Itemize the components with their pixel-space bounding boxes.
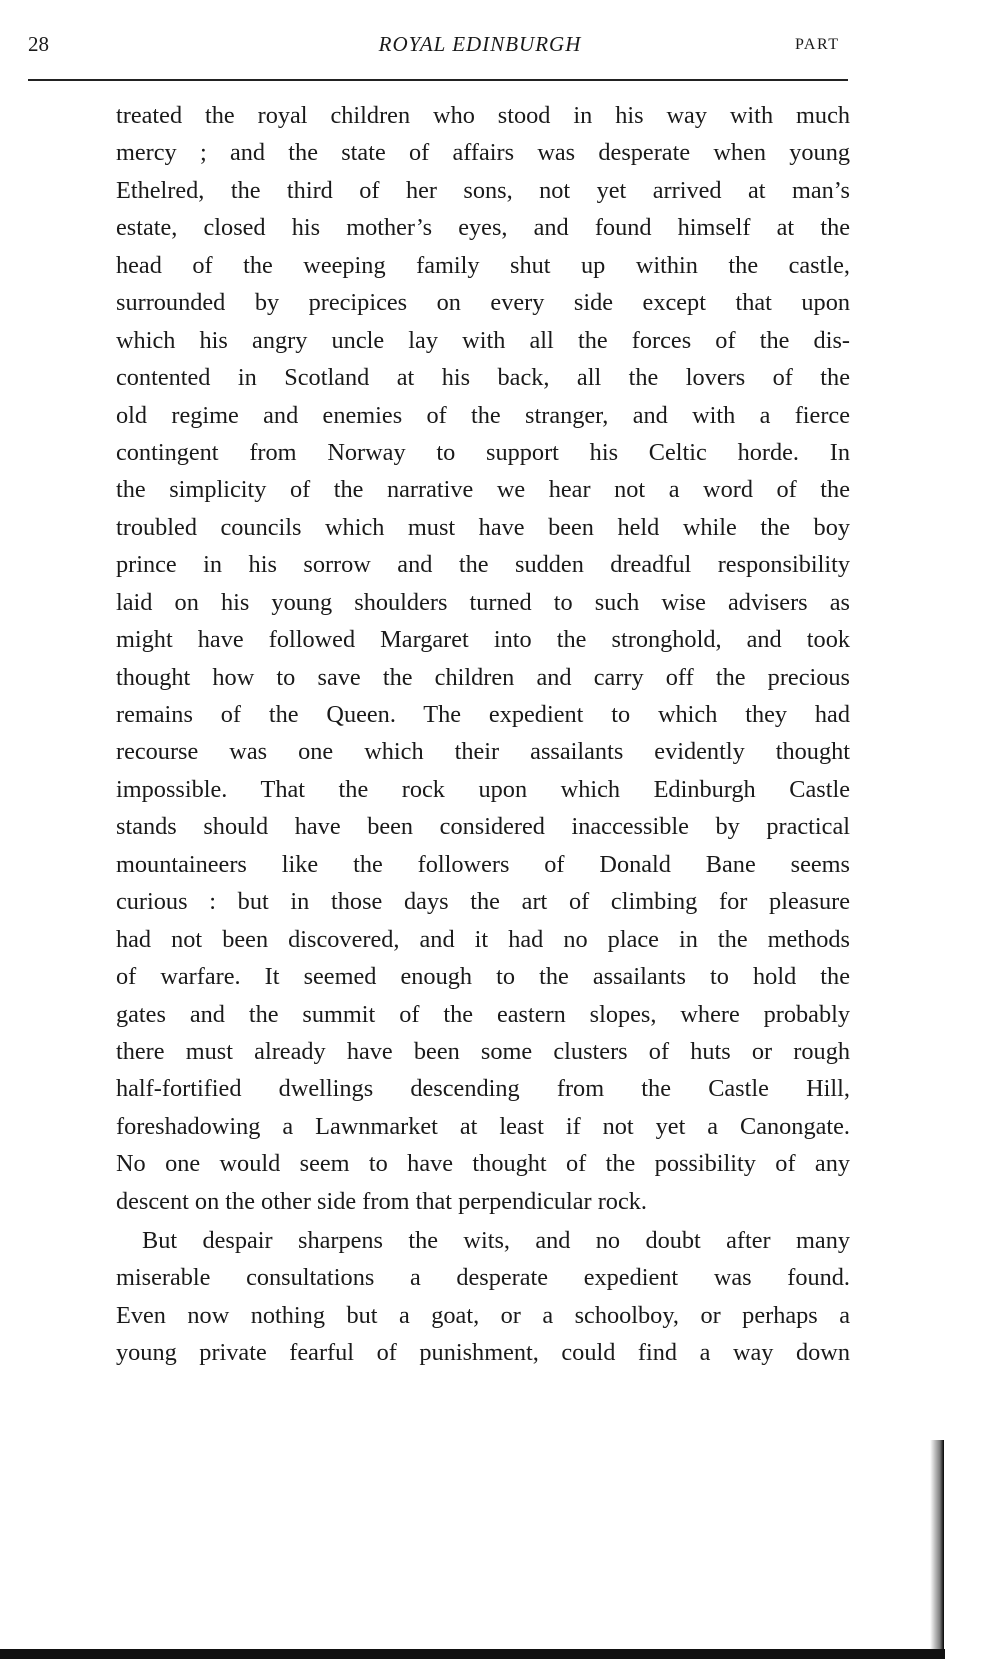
text-line: No one would seem to have thought of the possibility of any bbox=[116, 1150, 850, 1178]
text-line: But despair sharpens the wits, and no doubt after many bbox=[142, 1226, 850, 1254]
text-line: treated the royal children who stood in his way with much bbox=[116, 102, 850, 129]
text-line: which his angry uncle lay with all the forces of the dis- bbox=[116, 326, 850, 354]
text-line: thought how to save the children and carry off the precious bbox=[116, 663, 850, 691]
page-number: 28 bbox=[28, 32, 49, 56]
text-line: estate, closed his mother’s eyes, and found himself at the bbox=[116, 214, 850, 242]
part-label: PART bbox=[795, 36, 840, 53]
text-line: half-fortified dwellings descending from the Castle Hill, bbox=[116, 1075, 850, 1103]
text-line: foreshadowing a Lawnmarket at least if not yet a Canongate. bbox=[116, 1112, 850, 1140]
text-line: young private fearful of punishment, could find a way down bbox=[116, 1338, 850, 1366]
text-line: there must already have been some clusters of huts or rough bbox=[116, 1037, 850, 1065]
text-line: Ethelred, the third of her sons, not yet arrived at man’s bbox=[116, 176, 850, 204]
text-line: the simplicity of the narrative we hear not a word of the bbox=[116, 476, 850, 504]
body-text bbox=[116, 97, 850, 1371]
text-line: mercy ; and the state of affairs was desperate when young bbox=[116, 139, 850, 167]
scan-bottom-border bbox=[0, 1649, 945, 1659]
text-line: prince in his sorrow and the sudden dreadful responsibility bbox=[116, 551, 850, 579]
text-line: remains of the Queen. The expedient to which they had bbox=[116, 701, 850, 728]
text-line: contented in Scotland at his back, all the lovers of the bbox=[116, 364, 850, 392]
text-line: contingent from Norway to support his Celtic horde. In bbox=[116, 438, 850, 466]
text-line: might have followed Margaret into the stronghold, and took bbox=[116, 626, 850, 654]
text-line: impossible. That the rock upon which Edinburgh Castle bbox=[116, 775, 850, 803]
text-line: stands should have been considered inaccessible by practical bbox=[116, 813, 850, 841]
text-line: gates and the summit of the eastern slopes, where probably bbox=[116, 1000, 850, 1028]
text-line: curious : but in those days the art of climbing for pleasure bbox=[116, 888, 850, 916]
text-line: had not been discovered, and it had no place in the methods bbox=[116, 925, 850, 953]
text-line: mountaineers like the followers of Donald Bane seems bbox=[116, 850, 850, 878]
text-line: laid on his young shoulders turned to such wise advisers as bbox=[116, 588, 850, 616]
text-line: recourse was one which their assailants evidently thought bbox=[116, 738, 850, 766]
text-line: troubled councils which must have been held while the boy bbox=[116, 513, 850, 541]
text-line: miserable consultations a desperate expedient was found. bbox=[116, 1264, 850, 1292]
text-line: head of the weeping family shut up within the castle, bbox=[116, 251, 850, 279]
text-line: old regime and enemies of the stranger, and with a fierce bbox=[116, 401, 850, 429]
text-line: Even now nothing but a goat, or a schoolboy, or perhaps a bbox=[116, 1301, 850, 1329]
running-title: ROYAL EDINBURGH bbox=[378, 32, 582, 56]
scan-edge-shadow bbox=[930, 1440, 944, 1650]
header-rule bbox=[28, 79, 848, 81]
text-line: descent on the other side from that perpendicular rock. bbox=[116, 1187, 647, 1215]
text-line: of warfare. It seemed enough to the assailants to hold the bbox=[116, 963, 850, 991]
text-line: surrounded by precipices on every side except that upon bbox=[116, 289, 850, 317]
